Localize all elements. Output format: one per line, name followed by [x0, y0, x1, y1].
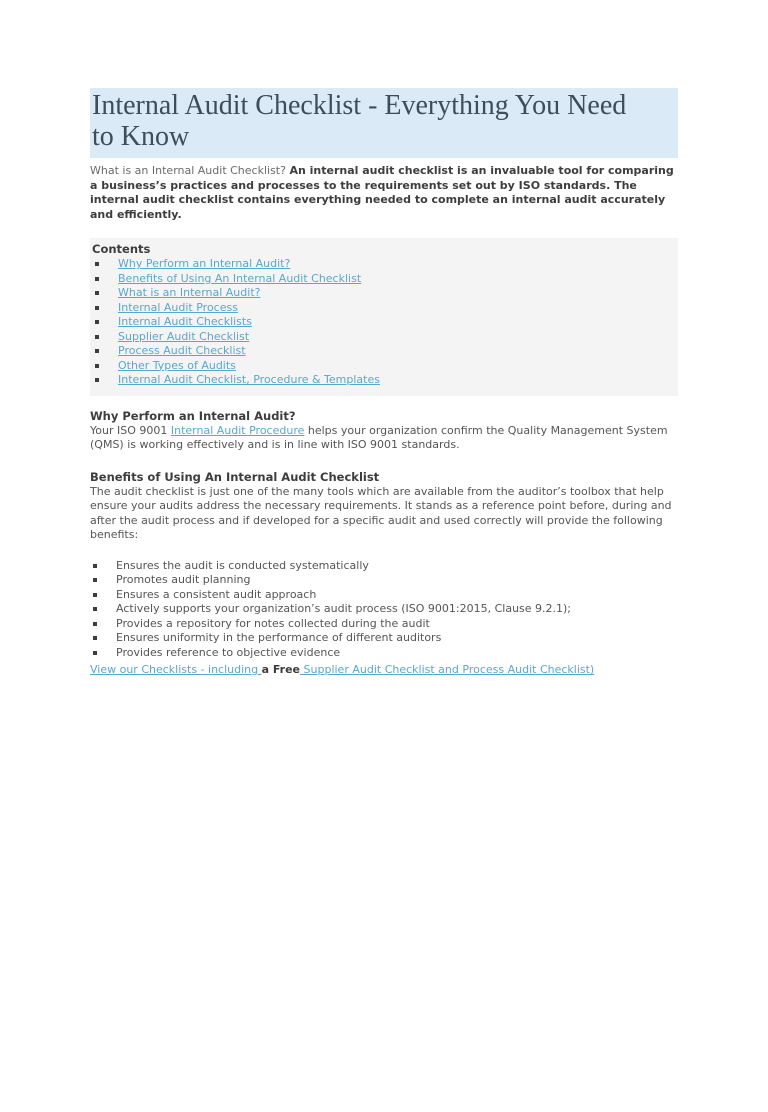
benefits-paragraph: The audit checklist is just one of the many tools which are available from the auditor’s toolbox that help ensure your audits address the necessary requirements. It stands as a reference point before, during and after the audit process and if developed for a specific audit and used correctly will provide the following benefits: — [90, 484, 672, 541]
benefit-text: Actively supports your organization’s audit process (ISO 9001:2015, Clause 9.2.1); — [116, 602, 572, 615]
contents-list-item — [92, 257, 674, 272]
bullet-icon — [95, 364, 99, 368]
intro-paragraph — [90, 164, 678, 222]
benefit-text: Promotes audit planning — [116, 573, 251, 586]
benefits-list — [90, 559, 678, 661]
bullet-icon — [95, 277, 99, 281]
contents-link[interactable]: Benefits of Using An Internal Audit Checklist — [118, 271, 362, 285]
benefit-list-item — [90, 588, 678, 603]
contents-list-item — [92, 286, 674, 301]
contents-link[interactable]: Supplier Audit Checklist — [118, 329, 250, 343]
benefit-list-item — [90, 631, 678, 646]
contents-link[interactable]: What is an Internal Audit? — [118, 286, 261, 299]
benefit-text: Ensures the audit is conducted systematically — [116, 558, 369, 572]
why-perform-paragraph — [90, 424, 678, 453]
title-block — [90, 88, 678, 158]
contents-heading: Contents — [92, 242, 151, 256]
section-why-perform — [90, 409, 678, 453]
benefit-text: Ensures a consistent audit approach — [116, 587, 317, 601]
contents-link[interactable]: Internal Audit Checklist, Procedure & Templates — [118, 373, 380, 386]
bullet-icon — [95, 320, 99, 324]
benefit-list-item — [90, 602, 678, 617]
para-prefix: Your ISO 9001 — [90, 423, 171, 437]
section-heading-why-perform: Why Perform an Internal Audit? — [90, 408, 296, 423]
bullet-icon — [93, 578, 97, 582]
contents-list-item — [92, 330, 674, 345]
benefit-list-item — [90, 646, 678, 661]
contents-list-item — [92, 272, 674, 287]
contents-list-item — [92, 359, 674, 374]
bullet-icon — [93, 622, 97, 626]
view-checklists-link[interactable]: View our Checklists - including — [90, 663, 262, 676]
page-title: Internal Audit Checklist - Everything You Need to Know — [92, 90, 627, 152]
para-suffix: helps your organization confirm the Quality Management System (QMS) is working effectively and is in line with ISO 9001 standards. — [90, 423, 668, 451]
supplier-process-checklist-link[interactable]: Supplier Audit Checklist and Process Audit Checklist) — [300, 663, 595, 676]
bullet-icon — [95, 378, 99, 382]
section-heading-benefits: Benefits of Using An Internal Audit Checklist — [90, 469, 380, 484]
bullet-icon — [95, 335, 99, 339]
contents-list-item — [92, 301, 674, 316]
benefit-list-item — [90, 617, 678, 632]
footer-link-line — [90, 663, 678, 678]
benefit-list-item — [90, 573, 678, 588]
benefit-list-item — [90, 559, 678, 574]
bullet-icon — [95, 291, 99, 295]
benefit-text: Provides reference to objective evidence — [116, 645, 341, 659]
bullet-icon — [95, 349, 99, 353]
bullet-icon — [93, 651, 97, 655]
benefit-text: Provides a repository for notes collected during the audit — [116, 616, 430, 630]
bullet-icon — [95, 306, 99, 310]
intro-bold-text: An internal audit checklist is an invaluable tool for comparing a business’s practices and processes to the requirements set out by ISO standards. The internal audit checklist contains everything needed to complete an internal audit accurately and efficiently. — [90, 164, 674, 221]
contents-list-item — [92, 315, 674, 330]
contents-link[interactable]: Process Audit Checklist — [118, 344, 246, 357]
contents-list-item — [92, 373, 674, 388]
contents-link[interactable]: Why Perform an Internal Audit? — [118, 257, 291, 270]
internal-audit-procedure-link[interactable]: Internal Audit Procedure — [170, 423, 305, 437]
bullet-icon — [95, 262, 99, 266]
contents-link[interactable]: Other Types of Audits — [118, 358, 236, 372]
bullet-icon — [93, 593, 97, 597]
bullet-icon — [93, 636, 97, 640]
contents-panel — [90, 238, 678, 396]
section-benefits — [90, 470, 678, 543]
bullet-icon — [93, 607, 97, 611]
intro-question: What is an Internal Audit Checklist? — [90, 164, 290, 177]
bullet-icon — [93, 564, 97, 568]
document-page — [90, 88, 678, 678]
benefit-text: Ensures uniformity in the performance of different auditors — [116, 631, 442, 644]
contents-list-item — [92, 344, 674, 359]
free-bold-text: a Free — [261, 663, 301, 676]
contents-link[interactable]: Internal Audit Process — [118, 300, 238, 314]
contents-link[interactable]: Internal Audit Checklists — [118, 315, 252, 328]
contents-list — [92, 257, 674, 388]
